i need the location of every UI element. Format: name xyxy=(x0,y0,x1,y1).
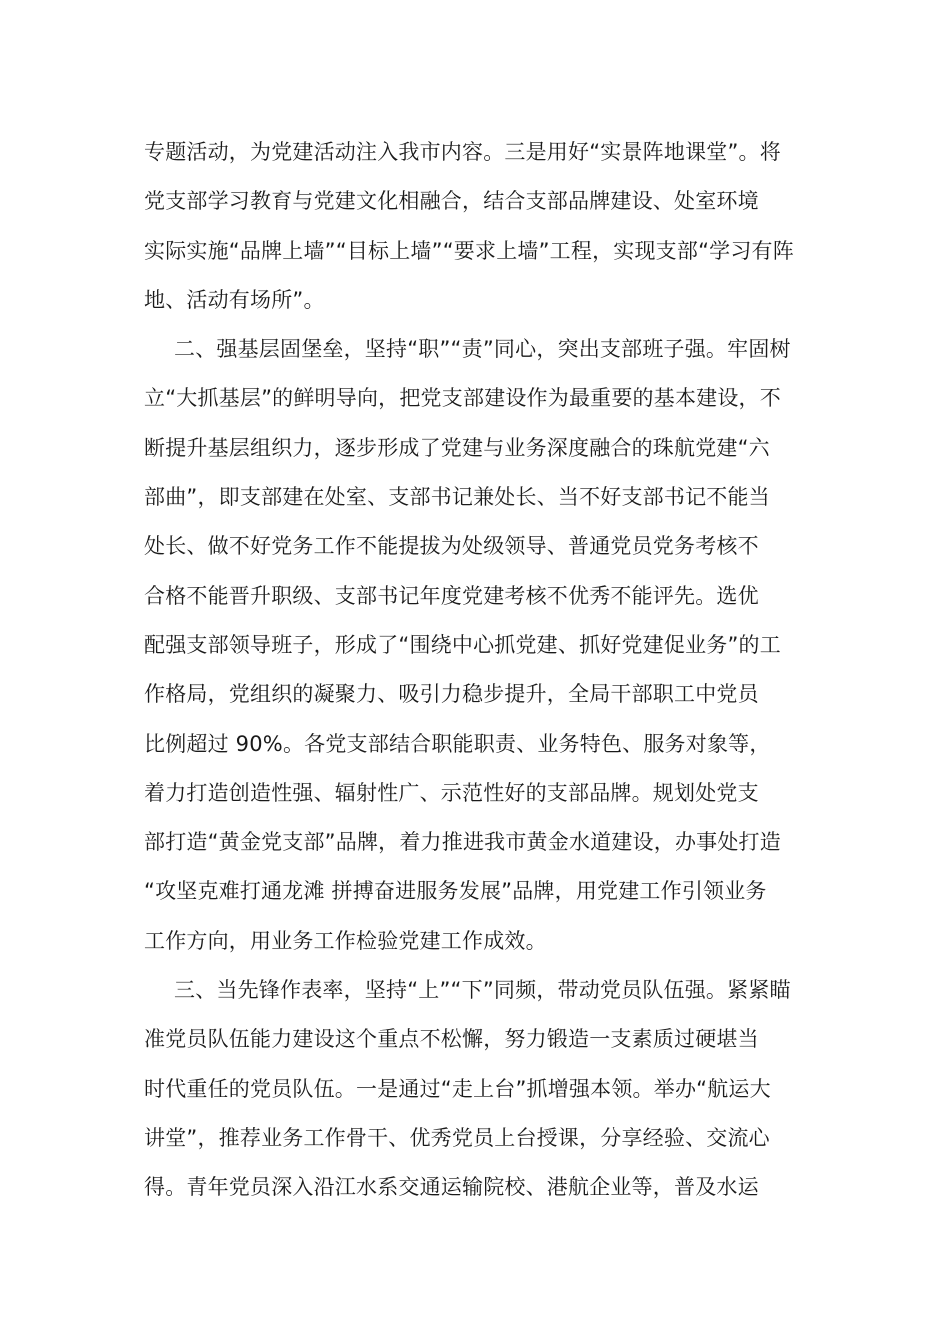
text-line: 部打造“黄金党支部”品牌，着力推进我市黄金水道建设，办事处打造 xyxy=(144,830,781,855)
text-line: 部曲”，即支部建在处室、支部书记兼处长、当不好支部书记不能当 xyxy=(144,485,770,510)
text-line: 专题活动，为党建活动注入我市内容。三是用好“实景阵地课堂”。将 xyxy=(144,140,781,164)
text-line: 立“大抓基层”的鲜明导向，把党支部建设作为最重要的基本建设，不 xyxy=(144,386,781,411)
text-line: 讲堂”，推荐业务工作骨干、优秀党员上台授课，分享经验、交流心 xyxy=(144,1125,770,1150)
text-line: 地、活动有场所”。 xyxy=(144,287,325,312)
text-line: 准党员队伍能力建设这个重点不松懈，努力锻造一支素质过硬堪当 xyxy=(144,1027,759,1052)
text-line: 党支部学习教育与党建文化相融合，结合支部品牌建设、处室环境 xyxy=(144,189,759,214)
text-line: 作格局，党组织的凝聚力、吸引力稳步提升，全局干部职工中党员 xyxy=(144,682,759,707)
section-two-first-line: 二、强基层固堡垒，坚持“职”“责”同心，突出支部班子强。牢固树 xyxy=(174,337,791,362)
text-line: 时代重任的党员队伍。一是通过“走上台”抓增强本领。举办“航运大 xyxy=(144,1076,771,1101)
text-line: 着力打造创造性强、辐射性广、示范性好的支部品牌。规划处党支 xyxy=(144,780,759,805)
text-line: 实际实施“品牌上墙”“目标上墙”“要求上墙”工程，实现支部“学习有阵 xyxy=(144,238,794,263)
text-line: “攻坚克难打通龙滩 拼搏奋进服务发展”品牌，用党建工作引领业务 xyxy=(144,879,767,904)
text-line: 工作方向，用业务工作检验党建工作成效。 xyxy=(144,928,547,953)
text-line: 配强支部领导班子，形成了“围绕中心抓党建、抓好党建促业务”的工 xyxy=(144,632,781,657)
text-line: 断提升基层组织力，逐步形成了党建与业务深度融合的珠航党建“六 xyxy=(144,435,770,460)
text-line: 处长、做不好党务工作不能提拔为处级领导、普通党员党务考核不 xyxy=(144,534,759,559)
text-line: 合格不能晋升职级、支部书记年度党建考核不优秀不能评先。选优 xyxy=(144,583,759,608)
text-line: 比例超过 90%。各党支部结合职能职责、业务特色、服务对象等， xyxy=(144,731,771,756)
section-three-first-line: 三、当先锋作表率，坚持“上”“下”同频，带动党员队伍强。紧紧瞄 xyxy=(174,978,791,1003)
text-line: 得。青年党员深入沿江水系交通运输院校、港航企业等，普及水运 xyxy=(144,1175,759,1200)
body-text xyxy=(144,128,808,1213)
